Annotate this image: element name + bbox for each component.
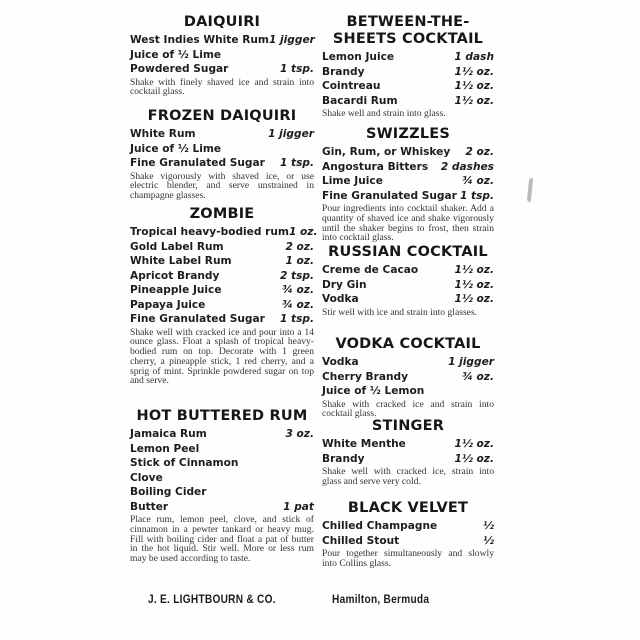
ingredient-amount: 1 dash <box>454 51 494 63</box>
ingredient-amount: ¾ oz. <box>281 298 314 311</box>
ingredient-amount: 1 jigger <box>448 356 494 368</box>
ingredient-name: Fine Granulated Sugar <box>130 313 265 325</box>
footer-location: Hamilton, Bermuda <box>332 594 430 606</box>
ingredient-row <box>130 156 314 171</box>
ingredient-row <box>322 534 494 549</box>
ingredient-row <box>322 65 494 80</box>
ingredient-row <box>322 519 494 534</box>
ingredient-amount: 1½ oz. <box>454 452 494 465</box>
ingredient-name: Juice of ½ Lime <box>130 48 222 61</box>
ingredient-name: Angostura Bitters <box>322 160 429 173</box>
ingredient-amount: 1 oz. <box>285 255 314 267</box>
ingredient-name: Brandy <box>322 452 365 465</box>
ingredient-row <box>322 263 494 278</box>
ingredient-row <box>130 471 314 486</box>
ingredient-name: Cointreau <box>322 80 381 92</box>
ingredient-row <box>130 485 314 500</box>
ingredient-name: Fine Granulated Sugar <box>322 189 457 202</box>
ingredient-amount: ½ <box>483 534 494 547</box>
ingredient-row <box>322 384 494 399</box>
ingredient-name: Vodka <box>322 293 359 305</box>
ingredient-amount: ¾ oz. <box>281 284 314 296</box>
ingredient-name: Apricot Brandy <box>130 269 220 282</box>
recipe-title: HOT BUTTERED RUM <box>136 408 308 424</box>
ingredient-name: Lime Juice <box>322 175 383 187</box>
ingredient-row <box>322 437 494 452</box>
ingredient-row <box>322 355 494 370</box>
ingredient-amount: 1½ oz. <box>454 293 494 305</box>
ingredient-row <box>130 127 314 142</box>
ingredient-row <box>322 79 494 94</box>
recipe-black-velvet <box>322 500 494 569</box>
ingredient-row <box>130 225 318 240</box>
ingredient-name: Boiling Cider <box>130 486 207 498</box>
ingredient-amount: 1½ oz. <box>454 80 494 92</box>
ingredient-name: Stick of Cinnamon <box>130 457 239 469</box>
ingredient-name: Vodka <box>322 356 359 368</box>
ingredient-amount: 1 jigger <box>268 128 314 140</box>
ingredient-name: White Label Rum <box>130 255 232 267</box>
ingredient-amount: 2 oz. <box>465 146 494 158</box>
recipe-zombie <box>130 206 318 387</box>
ingredient-row <box>322 452 494 467</box>
ingredient-name: Pineapple Juice <box>130 284 222 296</box>
ingredient-name: Creme de Cacao <box>322 264 419 276</box>
ingredient-row <box>130 62 314 77</box>
recipe-instructions: Pour ingredients into cocktail shaker. Add a quantity of shaved ice and shake vigorously until the shaker begins to frost, then strain into cocktail glass. <box>322 203 494 244</box>
ingredient-amount: 1 tsp. <box>279 313 314 325</box>
recipe-instructions: Stir well with ice and strain into glasses. <box>322 306 478 318</box>
ingredient-row <box>322 174 494 189</box>
ingredient-name: White Menthe <box>322 438 406 450</box>
ingredient-row <box>322 278 494 293</box>
ingredient-row <box>322 370 494 385</box>
ingredient-row <box>130 312 314 327</box>
ingredient-row <box>130 456 314 471</box>
ingredient-amount: 1½ oz. <box>454 438 494 450</box>
ingredient-row <box>322 292 494 307</box>
ingredient-name: Chilled Champagne <box>322 520 438 532</box>
recipe-swizzles <box>322 126 494 243</box>
recipe-title: BLACK VELVET <box>347 500 469 516</box>
ingredient-row <box>322 94 494 109</box>
ingredient-row <box>130 240 314 255</box>
ingredient-name: Chilled Stout <box>322 534 400 547</box>
recipe-between-the-sheets-cocktail <box>322 14 494 119</box>
recipe-title: STINGER <box>371 418 445 434</box>
footer-company: J. E. LIGHTBOURN & CO. <box>148 594 276 606</box>
ingredient-amount: 2 tsp. <box>279 269 314 282</box>
ingredient-name: Brandy <box>322 65 365 78</box>
recipe-instructions: Shake well with cracked ice, strain into glass and serve very cold. <box>322 466 494 487</box>
ingredient-name: Lemon Juice <box>322 51 395 63</box>
ingredient-row <box>130 427 314 442</box>
ingredient-name: Lemon Peel <box>130 442 200 455</box>
ingredient-name: Butter <box>130 500 169 513</box>
ingredient-amount: 1½ oz. <box>454 65 494 78</box>
ingredient-amount: 2 oz. <box>285 240 314 253</box>
ingredient-row <box>130 500 314 515</box>
recipe-instructions: Shake vigorously with shaved ice, or use electric blender, and serve unstrained in champagne glasses. <box>130 170 314 202</box>
ingredient-name: Bacardi Rum <box>322 94 398 107</box>
ingredient-row <box>322 160 494 175</box>
recipe-title: SWIZZLES <box>365 126 451 142</box>
ingredient-name: Juice of ½ Lime <box>130 142 222 155</box>
ingredient-name: Gold Label Rum <box>130 240 224 253</box>
recipe-instructions: Shake with cracked ice and strain into cocktail glass. <box>322 398 494 420</box>
ingredient-row <box>130 283 314 298</box>
ingredient-row <box>130 269 314 284</box>
ingredient-name: Dry Gin <box>322 278 367 291</box>
ingredient-amount: ½ <box>483 520 494 532</box>
ingredient-name: West Indies White Rum <box>130 34 269 46</box>
scan-artifact-mark <box>527 178 533 202</box>
ingredient-amount: 3 oz. <box>285 428 314 440</box>
recipe-title: ZOMBIE <box>189 206 255 222</box>
ingredient-row <box>322 189 494 204</box>
recipe-instructions: Shake well and strain into glass. <box>322 108 446 119</box>
ingredient-amount: 2 dashes <box>440 160 494 173</box>
recipe-daiquiri <box>130 14 314 97</box>
recipe-instructions: Shake with finely shaved ice and strain into cocktail glass. <box>130 76 314 98</box>
ingredient-name: Cherry Brandy <box>322 370 409 383</box>
ingredient-row <box>130 254 314 269</box>
recipe-instructions: Pour together simultaneously and slowly into Collins glass. <box>322 548 494 569</box>
ingredient-name: Papaya Juice <box>130 298 206 311</box>
ingredient-amount: ¾ oz. <box>461 175 494 187</box>
ingredient-row <box>322 50 494 65</box>
recipe-title: FROZEN DAIQUIRI <box>147 108 297 124</box>
ingredient-amount: 1 jigger <box>268 34 315 46</box>
recipe-stinger <box>322 418 494 487</box>
ingredient-row <box>130 48 314 63</box>
ingredient-amount: 1½ oz. <box>454 278 494 291</box>
ingredient-name: White Rum <box>130 128 196 140</box>
recipe-title: DAIQUIRI <box>183 14 261 30</box>
ingredient-name: Fine Granulated Sugar <box>130 157 265 169</box>
recipe-instructions: Place rum, lemon peel, clove, and stick of cinnamon in a pewter tankard or heavy mug. Fill with boiling cider and float a pat of butter in the hot liquid. Stir well. More or less rum may be used according to taste. <box>130 514 314 565</box>
ingredient-row <box>130 442 314 457</box>
ingredient-amount: 1 pat <box>283 500 314 513</box>
ingredient-name: Jamaica Rum <box>130 428 207 440</box>
ingredient-row <box>322 145 494 160</box>
ingredient-row <box>130 33 314 48</box>
ingredient-name: Clove <box>130 471 163 484</box>
ingredient-amount: 1½ oz. <box>454 94 494 107</box>
ingredient-amount: 1 tsp. <box>279 157 314 169</box>
recipe-title: VODKA COCKTAIL <box>335 336 481 352</box>
ingredient-row <box>130 298 314 313</box>
ingredient-amount: 1 oz. <box>288 226 318 238</box>
recipe-hot-buttered-rum <box>130 408 314 564</box>
ingredient-name: Tropical heavy-bodied rum <box>130 226 289 238</box>
ingredient-amount: 1 tsp. <box>459 189 494 202</box>
recipe-instructions: Shake well with cracked ice and pour into a 14 ounce glass. Float a splash of tropical heavy-bodied rum on top. Decorate with 1 green cherry, a pineapple stick, 1 red cherry, and a sprig of mint. Sprinkle powdered sugar on top and serve. <box>130 326 314 387</box>
ingredient-name: Gin, Rum, or Whiskey <box>322 146 451 158</box>
ingredient-amount: 1½ oz. <box>454 264 494 276</box>
recipe-frozen-daiquiri <box>130 108 314 201</box>
recipe-russian-cocktail <box>322 244 494 317</box>
ingredient-amount: ¾ oz. <box>461 370 494 383</box>
recipe-title: RUSSIAN COCKTAIL <box>328 244 488 260</box>
ingredient-name: Powdered Sugar <box>130 63 229 75</box>
ingredient-row <box>130 142 314 157</box>
ingredient-amount: 1 tsp. <box>279 63 314 75</box>
ingredient-name: Juice of ½ Lemon <box>322 385 425 397</box>
recipe-title: BETWEEN-THE-SHEETS COCKTAIL <box>332 14 484 47</box>
recipe-vodka-cocktail <box>322 336 494 419</box>
